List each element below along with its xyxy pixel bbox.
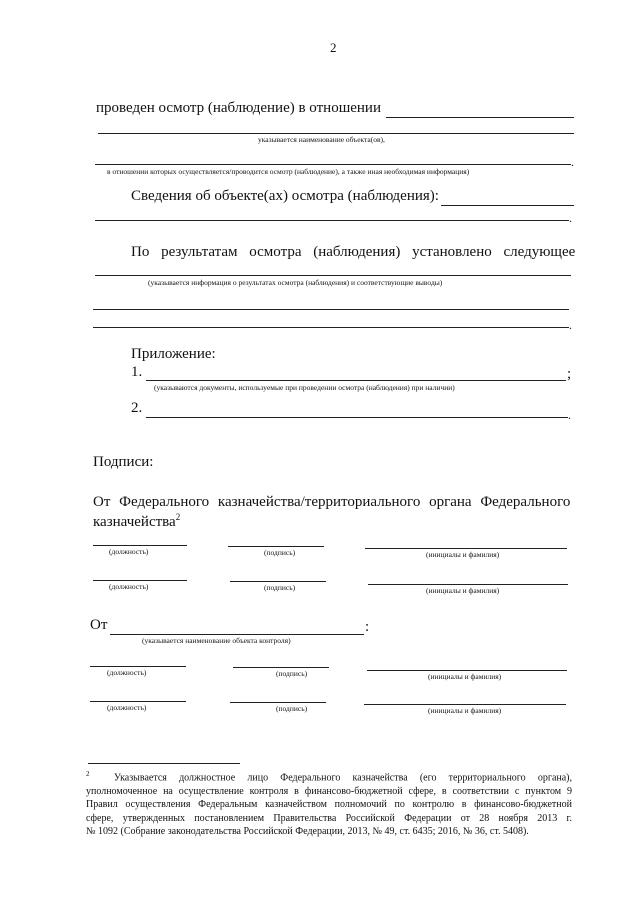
footnote-divider bbox=[88, 763, 240, 764]
hint-documents: (указываются документы, используемые при проведении осмотра (наблюдения) при наличии) bbox=[154, 383, 455, 392]
hint-control-object: (указывается наименование объекта контроля) bbox=[142, 636, 291, 645]
label-signature: (подпись) bbox=[264, 583, 296, 592]
label-position: (должность) bbox=[109, 582, 149, 591]
treasury-name-field-1[interactable] bbox=[365, 548, 567, 549]
footnote-line-4: сфере, утвержденных постановлением Правительства Российской Федерации от 28 ноября 2013 г. bbox=[86, 812, 572, 824]
treasury-signature-field-2[interactable] bbox=[230, 581, 326, 582]
treasury-footnote-mark: 2 bbox=[175, 512, 181, 522]
treasury-line-2: казначейства$^2$ bbox=[93, 512, 181, 530]
footnote-line-2: уполномоченное на осуществление контроля в финансово-бюджетной сфере, в соответствии с пунктом 9 bbox=[86, 785, 572, 797]
control-object-field[interactable] bbox=[110, 634, 364, 635]
attachment-heading: Приложение: bbox=[131, 346, 216, 362]
results-field-1[interactable] bbox=[95, 275, 571, 276]
attachment-item2-field[interactable] bbox=[146, 417, 568, 418]
results-label: По результатам осмотра (наблюдения) установлено следующее bbox=[131, 244, 576, 260]
label-name: (инициалы и фамилия) bbox=[428, 672, 502, 681]
label-name: (инициалы и фамилия) bbox=[428, 706, 502, 715]
label-name: (инициалы и фамилия) bbox=[426, 550, 500, 559]
inspection-label: проведен осмотр (наблюдение) в отношении bbox=[96, 100, 381, 116]
treasury-line-1: От Федерального казначейства/территориального органа Федерального bbox=[93, 494, 571, 510]
footnote-mark: 2 bbox=[86, 770, 90, 778]
footnote-line-5: № 1092 (Собрание законодательства Российской Федерации, 2013, № 49, ст. 6435; 2016, № 36, ст. 5408). bbox=[86, 826, 529, 838]
footnote bbox=[86, 768, 572, 839]
footnote-line-1: $^2$ Указывается должностное лицо Федерального казначейства (его территориального органа), bbox=[86, 770, 573, 784]
relation-field[interactable] bbox=[95, 164, 571, 165]
label-position: (должность) bbox=[107, 668, 147, 677]
object-name-field[interactable] bbox=[386, 117, 574, 118]
control-colon: : bbox=[365, 619, 370, 635]
control-position-field-2[interactable] bbox=[90, 701, 186, 702]
hint-object-name: указывается наименование объекта(ов), bbox=[258, 135, 385, 144]
results-field-2[interactable] bbox=[93, 309, 569, 310]
control-from-label: От bbox=[90, 617, 108, 633]
attachment-item1-number: 1. bbox=[131, 364, 143, 380]
label-signature: (подпись) bbox=[276, 669, 308, 678]
label-signature: (подпись) bbox=[276, 704, 308, 713]
signatures-heading: Подписи: bbox=[93, 454, 154, 470]
treasury-position-field-2[interactable] bbox=[93, 580, 187, 581]
object-info-field[interactable] bbox=[441, 205, 574, 206]
treasury-name-field-2[interactable] bbox=[368, 584, 568, 585]
control-signature-field-2[interactable] bbox=[230, 702, 326, 703]
label-signature: (подпись) bbox=[264, 548, 296, 557]
results-dot: . bbox=[569, 318, 572, 332]
results-field-3[interactable] bbox=[93, 327, 569, 328]
relation-dot: . bbox=[571, 155, 574, 169]
hint-results: (указывается информация о результатах осмотра (наблюдения) и соответствующие выводы) bbox=[148, 278, 443, 287]
label-position: (должность) bbox=[107, 703, 147, 712]
hint-relation: в отношении которых осуществляется/проводится осмотр (наблюдение), а также иная необходимая информация) bbox=[107, 167, 470, 176]
attachment-item2-number: 2. bbox=[131, 400, 143, 416]
object-info-field-2[interactable] bbox=[95, 220, 569, 221]
control-name-field-2[interactable] bbox=[364, 704, 566, 705]
attachment-item2-dot: . bbox=[568, 408, 571, 422]
control-signature-field-1[interactable] bbox=[233, 667, 329, 668]
heading-object-info: Сведения об объекте(ах) осмотра (наблюдения): bbox=[131, 188, 439, 204]
treasury-position-field-1[interactable] bbox=[93, 545, 187, 546]
object-info-dot: . bbox=[569, 211, 572, 225]
footnote-line-3: Правил осуществления Федеральным казначейством полномочий по контролю в финансово-бюджетной bbox=[86, 799, 572, 811]
control-position-field-1[interactable] bbox=[90, 666, 186, 667]
label-name: (инициалы и фамилия) bbox=[426, 586, 500, 595]
attachment-item1-end: ; bbox=[567, 366, 572, 382]
treasury-signature-field-1[interactable] bbox=[228, 546, 324, 547]
control-name-field-1[interactable] bbox=[367, 670, 567, 671]
object-name-field-2[interactable] bbox=[98, 133, 574, 134]
page-number: 2 bbox=[330, 40, 337, 55]
attachment-item1-field[interactable] bbox=[146, 380, 566, 381]
label-position: (должность) bbox=[109, 547, 149, 556]
